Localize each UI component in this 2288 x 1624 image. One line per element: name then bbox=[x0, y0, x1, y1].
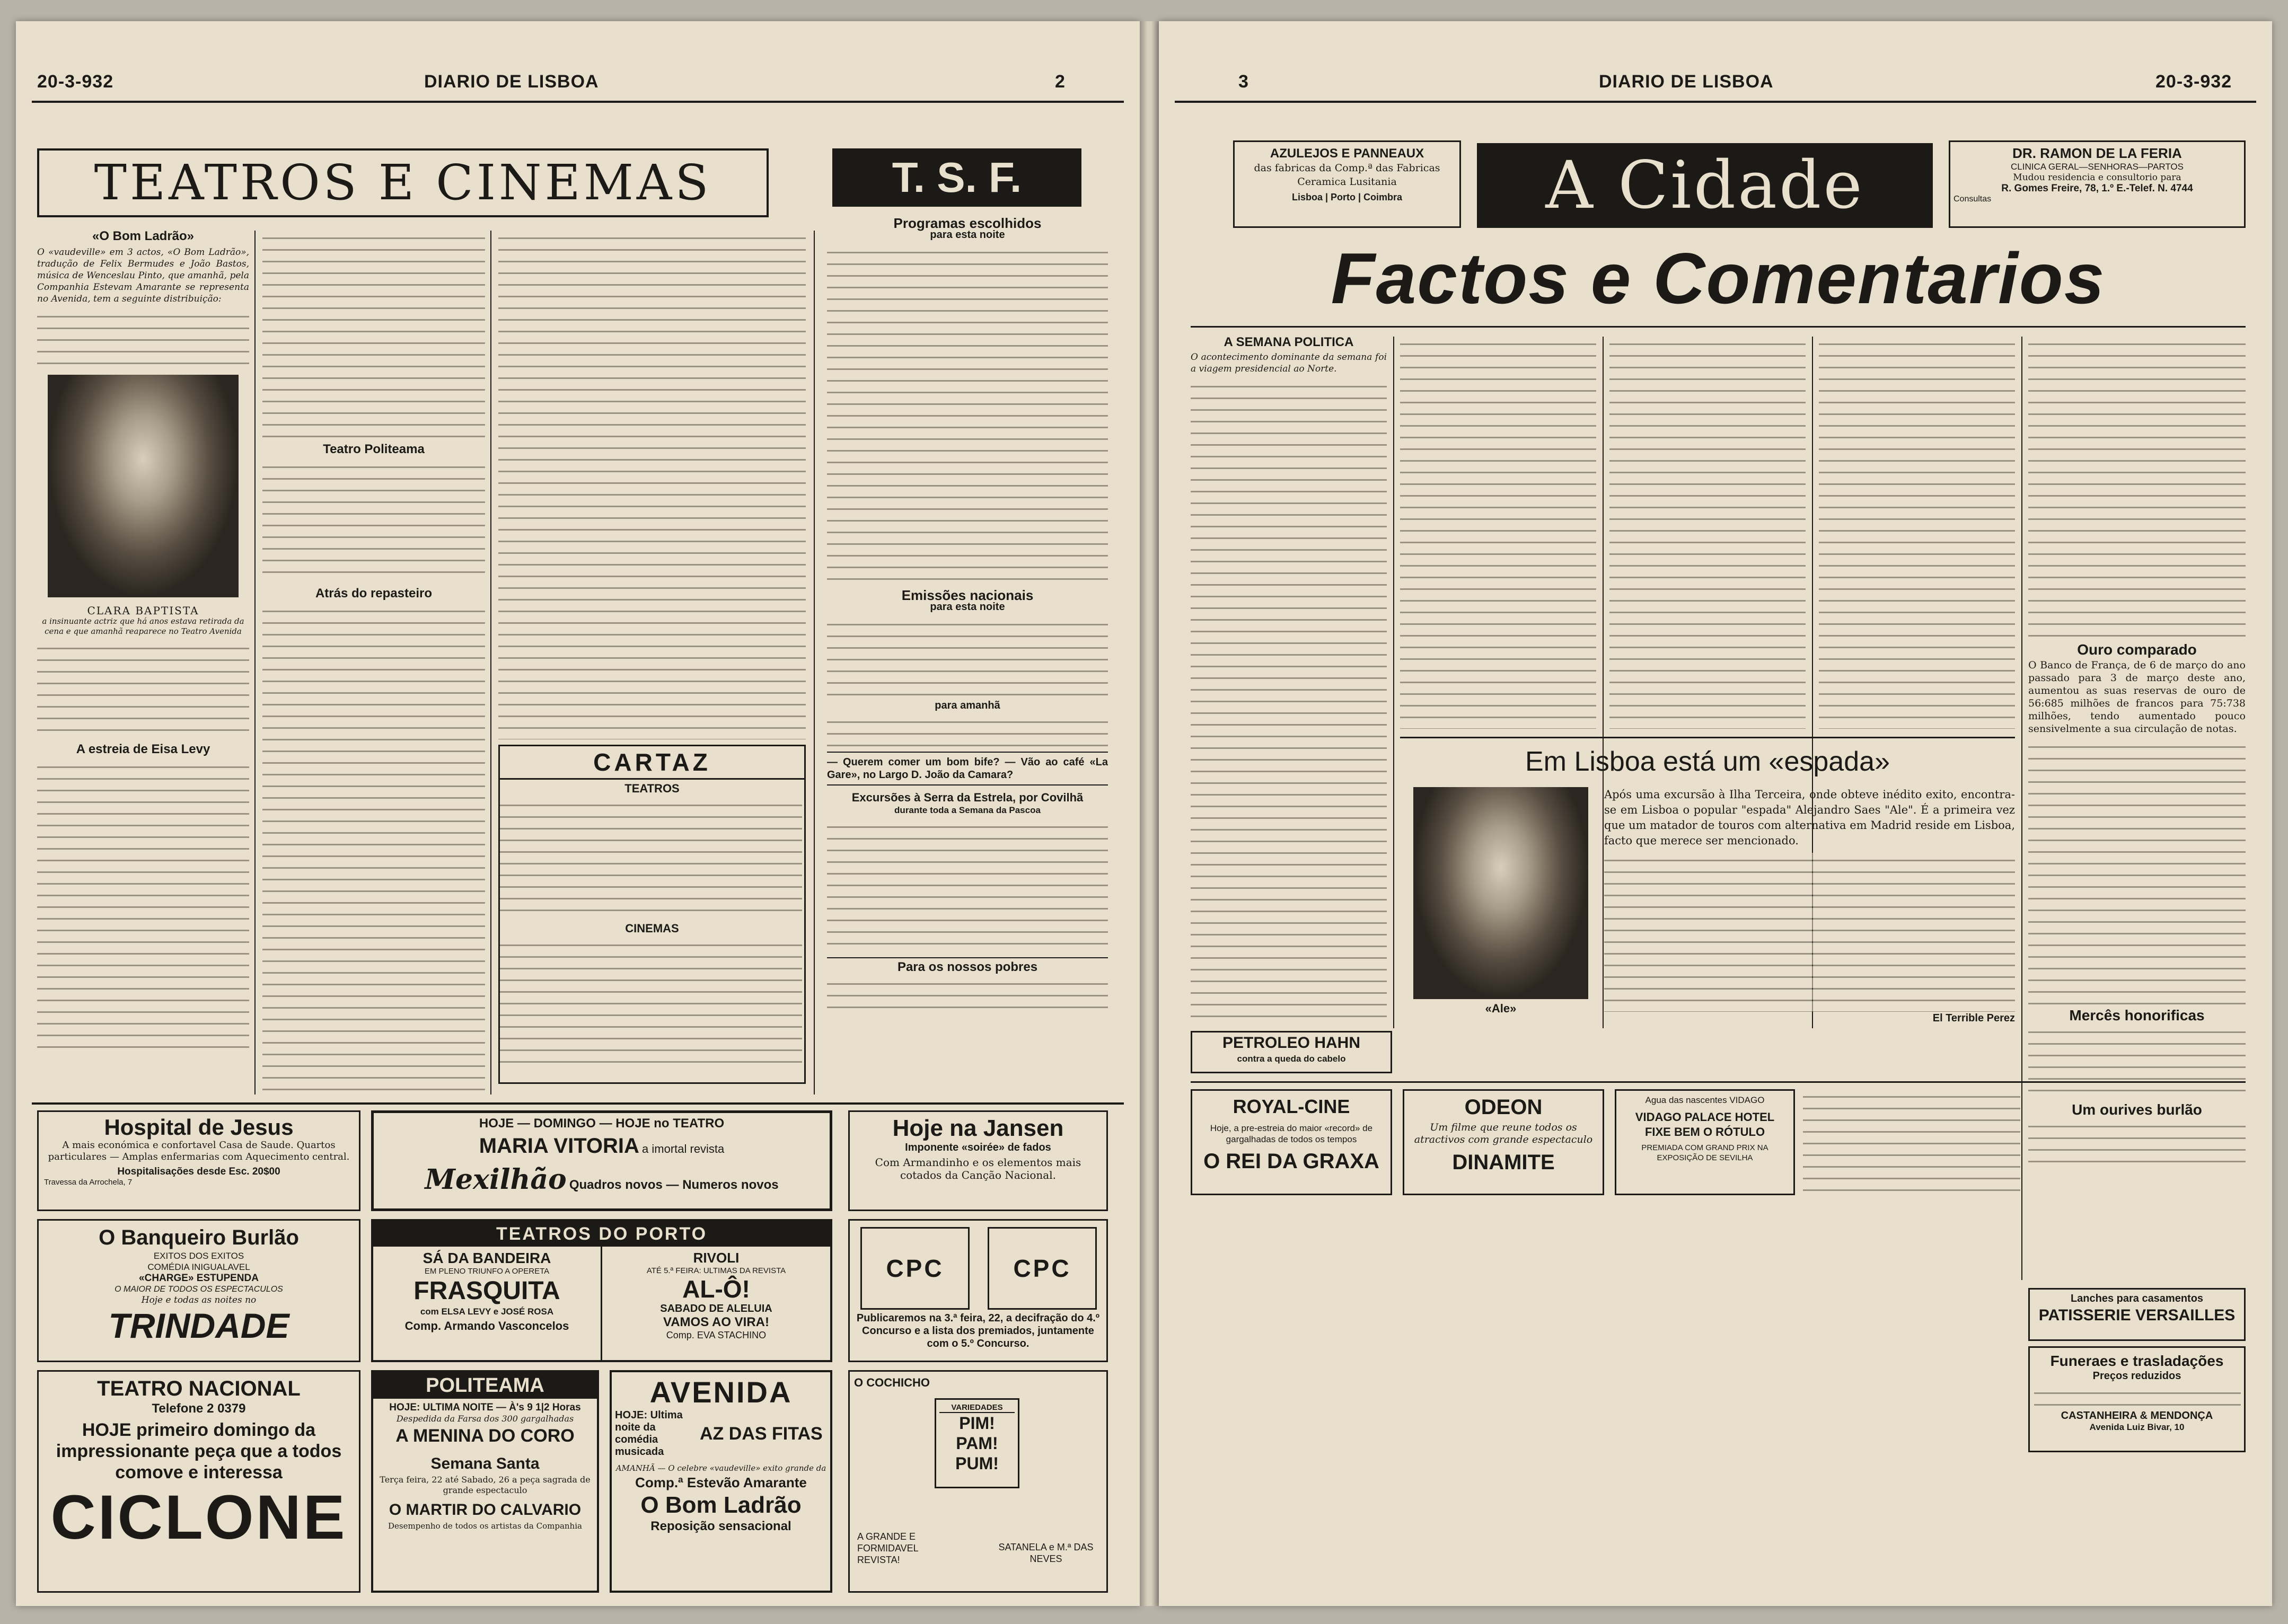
a-cidade-title: A Cidade bbox=[1545, 147, 1864, 224]
semana-column-1 bbox=[1191, 337, 1387, 1028]
right-page-date: 20-3-932 bbox=[2155, 72, 2232, 92]
tnacional-text: HOJE primeiro domingo da impressionante peça que a todos comove e interessa bbox=[56, 1420, 342, 1482]
reposicao-text: Reposição sensacional bbox=[650, 1519, 791, 1533]
left-page-number: 2 bbox=[1055, 72, 1066, 92]
espada-signature: El Terrible Perez bbox=[1932, 1012, 2015, 1024]
tsf-column bbox=[827, 217, 1108, 1095]
funeraes-text bbox=[2034, 1385, 2241, 1407]
jansen-ad bbox=[848, 1110, 1108, 1211]
rivoli-block bbox=[602, 1247, 830, 1360]
porto-title: TEATROS DO PORTO bbox=[373, 1221, 830, 1247]
amanha-list bbox=[827, 714, 1108, 746]
semana-santa-text: Terça feira, 22 até Sabado, 26 a peça sagrada de grande espectaculo bbox=[380, 1475, 591, 1495]
cast-list-text-block bbox=[37, 309, 249, 367]
funeraes-title: Funeraes e trasladações bbox=[2050, 1353, 2224, 1369]
column-divider bbox=[1603, 337, 1604, 1028]
teatros-column-3 bbox=[498, 231, 806, 1095]
programas-subheading: para esta noite bbox=[930, 229, 1005, 241]
semana-body-text bbox=[1191, 379, 1387, 1026]
royal-title: ROYAL-CINE bbox=[1233, 1096, 1350, 1117]
column-divider bbox=[490, 231, 491, 1095]
politeama-hoje: HOJE: ULTIMA NOITE — À's 9 1|2 Horas bbox=[389, 1402, 581, 1413]
banqueiro-line-2: COMÉDIA INIGUALAVEL bbox=[147, 1262, 250, 1272]
frasquita-cast: com ELSA LEVY e JOSÉ ROSA bbox=[420, 1307, 554, 1317]
azulejos-address: Lisboa | Porto | Coimbra bbox=[1291, 192, 1403, 202]
tnacional-phone: Telefone 2 0379 bbox=[152, 1401, 246, 1416]
royal-text: Hoje, a pre-estreia do maior «record» de gargalhadas de todos os tempos bbox=[1210, 1123, 1373, 1144]
politeama-ad bbox=[371, 1370, 599, 1593]
hospital-price: Hospitalisações desde Esc. 20$00 bbox=[117, 1166, 280, 1177]
clara-baptista-photo bbox=[48, 375, 239, 597]
bottom-ads-rule bbox=[1191, 1081, 2246, 1083]
alo-line-2: VAMOS AO VIRA! bbox=[663, 1315, 769, 1329]
column-divider bbox=[1393, 337, 1394, 1028]
odeon-text: Um filme que reune todos os atractivos com grande espectaculo bbox=[1414, 1122, 1593, 1145]
column-divider bbox=[2021, 337, 2022, 1280]
patisserie-title: PATISSERIE VERSAILLES bbox=[2038, 1307, 2236, 1324]
lanches-title: Lanches para casamentos bbox=[2070, 1293, 2204, 1304]
left-page bbox=[16, 21, 1140, 1606]
pobres-text bbox=[827, 976, 1108, 1008]
politeama-title: POLITEAMA bbox=[373, 1372, 597, 1399]
maria-vitoria-sub: a imortal revista bbox=[642, 1142, 725, 1155]
right-column bbox=[2028, 337, 2246, 1280]
petroleo-title: PETROLEO HAHN bbox=[1222, 1034, 1360, 1052]
programas-list bbox=[827, 245, 1108, 584]
excursoes-subheading: durante toda a Semana da Pascoa bbox=[894, 805, 1041, 815]
alo-company: Comp. EVA STACHINO bbox=[666, 1330, 767, 1340]
variedades-title: VARIEDADES bbox=[939, 1403, 1015, 1413]
teatros-banner bbox=[37, 148, 769, 217]
avenida-hoje-row bbox=[615, 1409, 827, 1458]
alo-title: AL-Ô! bbox=[682, 1275, 750, 1303]
cartaz-title: CARTAZ bbox=[500, 746, 804, 780]
amanha-heading: para amanhã bbox=[935, 700, 1000, 711]
jansen-sub: Imponente «soirée» de fados bbox=[905, 1142, 1051, 1153]
cochicho-ad bbox=[848, 1370, 1108, 1593]
banqueiro-burlao-ad bbox=[37, 1219, 360, 1362]
bom-ladrao-heading: «O Bom Ladrão» bbox=[92, 231, 195, 243]
sa-bandeira-block bbox=[373, 1247, 602, 1360]
odeon-ad bbox=[1403, 1089, 1604, 1195]
cpc-logo-right-text: CPC bbox=[1013, 1255, 1071, 1282]
ourives-heading: Um ourives burlão bbox=[2072, 1101, 2202, 1118]
excursoes-heading: Excursões à Serra da Estrela, por Covilhã bbox=[851, 791, 1084, 804]
emissoes-list bbox=[827, 617, 1108, 696]
emissoes-heading: Emissões nacionais bbox=[901, 587, 1034, 603]
semana-text: O acontecimento dominante da semana foi a viagem presidencial ao Norte. bbox=[1191, 352, 1387, 374]
cochicho-line-2: SATANELA e M.ª DAS NEVES bbox=[998, 1542, 1094, 1564]
vidago-hotel: VIDAGO PALACE HOTEL bbox=[1635, 1110, 1775, 1124]
la-gare-question: — Querem comer um bom bife? — Vão ao café «La Gare», no Largo D. João da Camara? bbox=[827, 752, 1108, 785]
odeon-title: ODEON bbox=[1464, 1096, 1543, 1119]
frasquita-company: Comp. Armando Vasconcelos bbox=[404, 1319, 569, 1332]
column-2-body-text bbox=[262, 231, 485, 437]
petroleo-hahn-ad bbox=[1191, 1031, 1392, 1073]
tsf-title: T. S. F. bbox=[892, 154, 1022, 201]
doctor-line-2: Mudou residencia e consultorio para bbox=[2013, 172, 2181, 183]
right-page-number: 3 bbox=[1238, 72, 1249, 92]
a-cidade-banner bbox=[1477, 143, 1933, 228]
teatros-porto-ad bbox=[371, 1219, 832, 1362]
hospital-address: Travessa da Arrochela, 7 bbox=[44, 1178, 133, 1187]
espada-body-text bbox=[1604, 853, 2015, 1012]
maria-vitoria-ad bbox=[371, 1110, 832, 1211]
lower-text-block bbox=[1803, 1089, 2020, 1195]
semana-column-2 bbox=[1400, 337, 1596, 729]
doctor-line-4: Consultas bbox=[1953, 195, 1992, 204]
rivoli-sub: ATÉ 5.ª FEIRA: ULTIMAS DA REVISTA bbox=[646, 1266, 786, 1275]
ads-rule bbox=[32, 1102, 1124, 1105]
semana-column-2-text bbox=[1400, 337, 1596, 729]
funeraes-ad bbox=[2028, 1346, 2246, 1452]
cpc-text: Publicaremos na 3.ª feira, 22, a decifração do 4.º Concurso e a lista dos premiados, juntamente com o 5.º Concurso. bbox=[856, 1312, 1100, 1349]
cpc-ad bbox=[848, 1219, 1108, 1362]
semana-column-4 bbox=[1819, 337, 2015, 729]
estreia-heading: A estreia de Eisa Levy bbox=[76, 742, 210, 756]
ale-caption: «Ale» bbox=[1485, 1002, 1517, 1015]
azulejos-title: AZULEJOS E PANNEAUX bbox=[1270, 146, 1424, 161]
rei-da-graxa: O REI DA GRAXA bbox=[1203, 1150, 1379, 1173]
frasquita-title: FRASQUITA bbox=[413, 1277, 560, 1305]
teatros-column-1 bbox=[37, 231, 249, 1095]
teatros-column-2 bbox=[262, 231, 485, 1095]
merces-heading: Mercês honorificas bbox=[2069, 1007, 2205, 1023]
az-das-fitas: AZ DAS FITAS bbox=[700, 1423, 823, 1444]
martir-sub: Desempenho de todos os artistas da Companhia bbox=[388, 1521, 582, 1531]
teatro-nacional-ad bbox=[37, 1370, 360, 1593]
maria-vitoria-top: HOJE — DOMINGO — HOJE no TEATRO bbox=[479, 1116, 725, 1131]
avenida-title: AVENIDA bbox=[649, 1375, 793, 1409]
politeama-sub: Despedida da Farsa dos 300 gargalhadas bbox=[396, 1414, 574, 1424]
lower-text-block-lines bbox=[1803, 1089, 2020, 1195]
doctor-line-1: CLINICA GERAL—SENHORAS—PARTOS bbox=[2011, 162, 2184, 172]
menina-coro-title: A MENINA DO CORO bbox=[395, 1426, 575, 1446]
hospital-title: Hospital de Jesus bbox=[104, 1115, 294, 1140]
azulejos-sub: das fabricas da Comp.ª das Fabricas Ceramica Lusitania bbox=[1254, 162, 1440, 188]
rivoli-title: RIVOLI bbox=[693, 1250, 740, 1266]
banqueiro-line-3: «CHARGE» ESTUPENDA bbox=[139, 1273, 259, 1284]
column-3-body-text bbox=[498, 231, 806, 739]
espada-column bbox=[1604, 787, 2015, 1015]
politeama-heading: Teatro Politeama bbox=[323, 442, 425, 456]
cartaz-box bbox=[498, 745, 806, 1084]
vidago-rotulo: FIXE BEM O RÓTULO bbox=[1644, 1125, 1765, 1138]
pim-pam-pum: PIM! PAM! PUM! bbox=[955, 1414, 999, 1473]
ale-portrait-photo bbox=[1413, 787, 1588, 999]
vidago-text: Agua das nascentes VIDAGO bbox=[1645, 1095, 1765, 1105]
alo-line-1: SABADO DE ALELUIA bbox=[660, 1303, 772, 1314]
semana-column-3 bbox=[1609, 337, 1806, 729]
column-divider bbox=[814, 231, 815, 1095]
header-rule bbox=[32, 101, 1124, 103]
doctor-title: DR. RAMON DE LA FERIA bbox=[2012, 145, 2182, 161]
factos-headline: Factos e Comentarios bbox=[1331, 238, 2106, 319]
avenida-company: Comp.ª Estevão Amarante bbox=[635, 1475, 807, 1490]
column-1-body-text bbox=[37, 641, 249, 736]
ouro-body-text bbox=[2028, 739, 2246, 1004]
column-divider bbox=[254, 231, 256, 1095]
cochicho-title: O COCHICHO bbox=[854, 1376, 930, 1389]
header-rule bbox=[1175, 101, 2256, 103]
jansen-title: Hoje na Jansen bbox=[892, 1115, 1064, 1141]
avenida-ad bbox=[610, 1370, 832, 1593]
programas-heading: Programas escolhidos bbox=[893, 217, 1042, 231]
cpc-logo-left-text: CPC bbox=[886, 1255, 944, 1282]
ourives-text bbox=[2028, 1119, 2246, 1167]
left-page-date: 20-3-932 bbox=[37, 72, 114, 92]
pobres-heading: Para os nossos pobres bbox=[827, 957, 1108, 973]
emissoes-subheading: para esta noite bbox=[930, 601, 1005, 613]
variedades-box bbox=[935, 1398, 1019, 1488]
avenida-hoje: HOJE: Ultima noite da comédia musicada bbox=[615, 1409, 683, 1458]
cartaz-teatros-heading: TEATROS bbox=[624, 782, 680, 795]
doctor-line-3: R. Gomes Freire, 78, 1.º E.-Telef. N. 4744 bbox=[2001, 183, 2193, 194]
cochicho-line-1: A GRANDE E FORMIDAVEL REVISTA! bbox=[857, 1531, 919, 1565]
ouro-heading: Ouro comparado bbox=[2077, 641, 2197, 658]
cartaz-cinemas-list bbox=[500, 938, 802, 1070]
vidago-ad bbox=[1615, 1089, 1795, 1195]
cpc-logo-left bbox=[860, 1227, 970, 1310]
espada-heading: Em Lisboa está um «espada» bbox=[1525, 746, 1890, 777]
dinamite-title: DINAMITE bbox=[1452, 1151, 1555, 1174]
photo-caption-name: CLARA BAPTISTA bbox=[87, 604, 199, 617]
sa-bandeira-sub: EM PLENO TRIUNFO A OPERETA bbox=[424, 1267, 550, 1276]
semana-santa-title: Semana Santa bbox=[430, 1455, 540, 1472]
ouro-text: O Banco de França, de 6 de março do ano passado para 3 de março deste ano, aumentou as suas reservas de ouro de 56:685 milhões de francos para 75:738 milhões, tendo aumentado pouco sensivelmente a sua circulação de notas. bbox=[2028, 659, 2246, 735]
right-column-top-text bbox=[2028, 337, 2246, 639]
vidago-prize: PREMIADA COM GRAND PRIX NA EXPOSIÇÃO DE SEVILHA bbox=[1641, 1143, 1768, 1162]
avenida-amanha: AMANHÃ — O celebre «vaudeville» exito grande da bbox=[615, 1463, 826, 1473]
mexilhao-sub: Quadros novos — Numeros novos bbox=[569, 1178, 779, 1192]
ciclone-title: CICLONE bbox=[50, 1482, 347, 1552]
banqueiro-title: O Banqueiro Burlão bbox=[99, 1226, 299, 1249]
azulejos-ad bbox=[1233, 140, 1461, 228]
left-page-masthead: DIARIO DE LISBOA bbox=[424, 72, 599, 92]
teatros-title: TEATROS E CINEMAS bbox=[94, 154, 712, 211]
martir-title: O MARTIR DO CALVARIO bbox=[389, 1501, 582, 1519]
bom-ladrao-text: O «vaudeville» em 3 actos, «O Bom Ladrão», tradução de Felix Bermudes e João Bastos, música de Wenceslau Pinto, que amanhã, pela Companhia Estevam Amarante se representa no Avenida, tem a seguinte distribuição: bbox=[37, 247, 249, 304]
patisserie-ad bbox=[2028, 1288, 2246, 1341]
royal-cine-ad bbox=[1191, 1089, 1392, 1195]
banqueiro-line-4: O MAIOR DE TODOS OS ESPECTACULOS bbox=[115, 1285, 283, 1294]
repasteiro-body-text bbox=[262, 604, 485, 1091]
tnacional-title: TEATRO NACIONAL bbox=[97, 1377, 301, 1400]
merces-text bbox=[2028, 1025, 2246, 1099]
spine-gutter bbox=[1140, 21, 1159, 1606]
cpc-logo-right bbox=[988, 1227, 1097, 1310]
right-page bbox=[1159, 21, 2272, 1606]
hospital-jesus-ad bbox=[37, 1110, 360, 1211]
cartaz-cinemas-heading: CINEMAS bbox=[625, 922, 679, 935]
maria-vitoria-name: MARIA VITORIA bbox=[479, 1134, 639, 1158]
doctor-ad bbox=[1949, 140, 2246, 228]
semana-heading: A SEMANA POLITICA bbox=[1224, 337, 1354, 349]
espada-rule bbox=[1400, 737, 2015, 738]
trindade-title: TRINDADE bbox=[108, 1306, 289, 1345]
photo-caption-text: a insinuante actriz que há anos estava retirada da cena e que amanhã reaparece no Teatro Avenida bbox=[42, 616, 244, 636]
bom-ladrao-title: O Bom Ladrão bbox=[640, 1492, 802, 1518]
banqueiro-line-5: Hoje e todas as noites no bbox=[141, 1295, 257, 1305]
jansen-text: Com Armandinho e os elementos mais cotados da Canção Nacional. bbox=[875, 1156, 1081, 1181]
tsf-banner bbox=[832, 148, 1081, 207]
funeraes-sub: Preços reduzidos bbox=[2092, 1370, 2181, 1382]
espada-text: Após uma excursão à Ilha Terceira, onde obteve inédito exito, encontra-se em Lisboa o popular "espada" Alejandro Saes "Ale". É a primeira vez que um matador de touros com alternativa em Madrid reside em Lisboa, facto que merece ser mencionado. bbox=[1604, 788, 2015, 847]
right-page-masthead: DIARIO DE LISBOA bbox=[1599, 72, 1774, 92]
funeraes-address: Avenida Luiz Bivar, 10 bbox=[2089, 1422, 2185, 1432]
repasteiro-heading: Atrás do repasteiro bbox=[315, 586, 433, 601]
sa-bandeira-title: SÁ DA BANDEIRA bbox=[423, 1250, 551, 1266]
excursoes-text bbox=[827, 819, 1108, 952]
politeama-body-text bbox=[262, 460, 485, 581]
banqueiro-line-1: EXITOS DOS EXITOS bbox=[153, 1251, 244, 1261]
hospital-text: A mais económica e confortavel Casa de Saude. Quartos particulares — Amplas enfermarias com Aquecimento central. bbox=[48, 1140, 350, 1162]
semana-column-4-text bbox=[1819, 337, 2015, 729]
cartaz-teatros-list bbox=[500, 798, 802, 920]
semana-column-3-text bbox=[1609, 337, 1806, 729]
estreia-body-text bbox=[37, 760, 249, 1056]
mexilhao-title: Mexilhão bbox=[425, 1163, 567, 1196]
petroleo-sub: contra a queda do cabelo bbox=[1237, 1054, 1346, 1064]
headline-rule bbox=[1191, 326, 2246, 328]
funeraes-name: CASTANHEIRA & MENDONÇA bbox=[2061, 1410, 2213, 1422]
